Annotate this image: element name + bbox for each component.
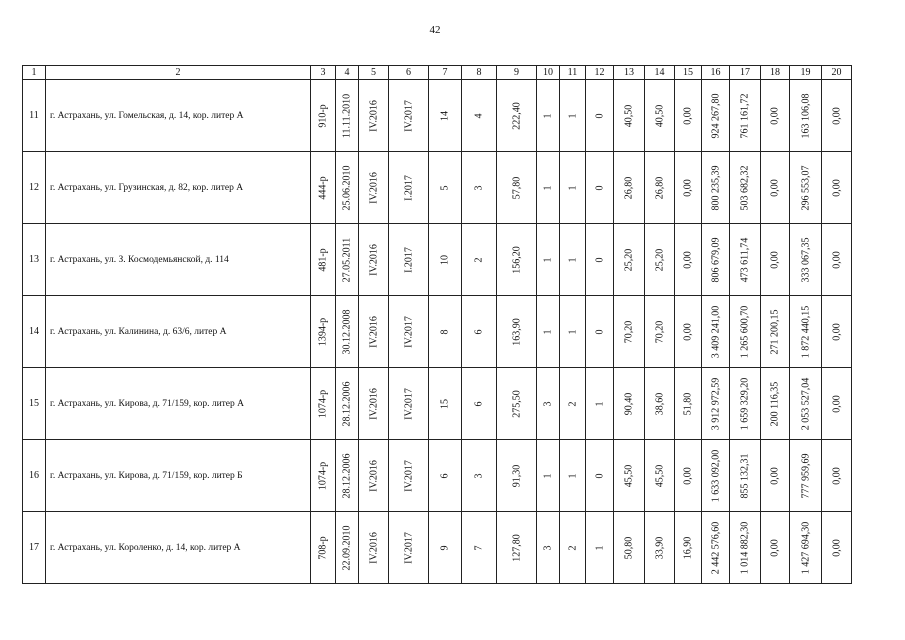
data-table xyxy=(22,65,852,584)
cell-value: 444-р xyxy=(317,175,329,200)
cell-value: 25.06.2010 xyxy=(341,165,353,210)
cell-c14 xyxy=(645,296,675,368)
cell-c4 xyxy=(336,512,359,584)
cell-value: 3 409 241,00 xyxy=(710,305,721,358)
column-header: 7 xyxy=(429,66,462,80)
cell-c5 xyxy=(359,152,389,224)
cell-c14 xyxy=(645,368,675,440)
cell-value: 1 265 600,70 xyxy=(739,305,751,358)
cell-value: 0,00 xyxy=(831,250,842,269)
cell-c9 xyxy=(497,512,537,584)
cell-c14 xyxy=(645,512,675,584)
cell-value: 503 682,32 xyxy=(739,165,751,210)
cell-c10 xyxy=(537,152,560,224)
cell-c4 xyxy=(336,224,359,296)
cell-value: 1 xyxy=(542,329,554,334)
row-number: 12 xyxy=(23,152,46,224)
cell-value: 163,90 xyxy=(511,317,522,346)
cell-c4 xyxy=(336,152,359,224)
cell-c19 xyxy=(790,296,822,368)
row-number: 16 xyxy=(23,440,46,512)
cell-c15 xyxy=(675,296,702,368)
cell-value: 481-р xyxy=(317,247,329,272)
cell-c7 xyxy=(429,440,462,512)
cell-c12 xyxy=(586,512,614,584)
cell-value: 25,20 xyxy=(654,248,665,271)
cell-c5 xyxy=(359,296,389,368)
row-number: 15 xyxy=(23,368,46,440)
cell-value: 1 xyxy=(567,185,578,190)
cell-value: 28.12.2006 xyxy=(341,381,353,426)
cell-value: 1 xyxy=(594,401,605,406)
cell-c9 xyxy=(497,296,537,368)
cell-value: IV.2016 xyxy=(368,459,379,492)
cell-c7 xyxy=(429,80,462,152)
column-header: 2 xyxy=(46,66,311,80)
cell-value: 0,00 xyxy=(682,178,694,197)
cell-value: 1 xyxy=(542,185,554,190)
cell-c15 xyxy=(675,512,702,584)
column-header: 16 xyxy=(702,66,730,80)
cell-c13 xyxy=(614,80,645,152)
cell-value: 1 872 440,15 xyxy=(800,305,811,358)
cell-c15 xyxy=(675,80,702,152)
cell-value: 26,80 xyxy=(654,176,665,199)
cell-value: 0 xyxy=(594,329,605,334)
cell-c6 xyxy=(389,296,429,368)
column-header: 15 xyxy=(675,66,702,80)
cell-value: 0,00 xyxy=(769,178,781,197)
cell-c4 xyxy=(336,296,359,368)
cell-value: IV.2017 xyxy=(403,531,414,564)
cell-value: 5 xyxy=(439,185,451,190)
cell-value: IV.2016 xyxy=(368,99,379,132)
cell-c19 xyxy=(790,152,822,224)
table-row xyxy=(23,80,852,152)
cell-c15 xyxy=(675,368,702,440)
cell-value: 1 659 329,20 xyxy=(739,377,751,430)
cell-value: IV.2016 xyxy=(368,387,379,420)
table-row xyxy=(23,440,852,512)
cell-value: 777 959,69 xyxy=(800,453,811,498)
cell-value: 2 xyxy=(567,401,578,406)
column-header: 12 xyxy=(586,66,614,80)
cell-value: 1 xyxy=(594,545,605,550)
cell-value: 45,50 xyxy=(654,464,665,487)
cell-c6 xyxy=(389,224,429,296)
cell-value: IV.2017 xyxy=(403,459,414,492)
table-header-row xyxy=(23,66,852,80)
cell-value: IV.2016 xyxy=(368,243,379,276)
cell-value: 1 xyxy=(567,113,578,118)
row-number: 13 xyxy=(23,224,46,296)
cell-c9 xyxy=(497,368,537,440)
cell-c20 xyxy=(822,80,852,152)
cell-c16 xyxy=(702,440,730,512)
cell-c20 xyxy=(822,224,852,296)
cell-value: 1074-р xyxy=(317,461,329,490)
address-cell: г. Астрахань, ул. Короленко, д. 14, кор. литер А xyxy=(46,512,311,584)
cell-c10 xyxy=(537,512,560,584)
cell-value: 1 xyxy=(567,329,578,334)
cell-c3 xyxy=(311,368,336,440)
column-header: 6 xyxy=(389,66,429,80)
cell-c19 xyxy=(790,368,822,440)
cell-value: 473 611,74 xyxy=(739,237,751,282)
cell-c8 xyxy=(462,440,497,512)
cell-c11 xyxy=(560,512,586,584)
cell-c19 xyxy=(790,440,822,512)
cell-value: 0,00 xyxy=(831,538,842,557)
cell-value: 33,90 xyxy=(654,536,665,559)
cell-value: 7 xyxy=(473,545,485,550)
cell-value: 156,20 xyxy=(511,245,522,274)
cell-c18 xyxy=(761,512,790,584)
cell-c5 xyxy=(359,512,389,584)
row-number: 14 xyxy=(23,296,46,368)
cell-c18 xyxy=(761,368,790,440)
cell-c12 xyxy=(586,152,614,224)
cell-c5 xyxy=(359,224,389,296)
cell-c16 xyxy=(702,152,730,224)
address-cell: г. Астрахань, ул. Калинина, д. 63/6, литер А xyxy=(46,296,311,368)
cell-value: 22.09.2010 xyxy=(341,525,353,570)
cell-c20 xyxy=(822,440,852,512)
cell-c11 xyxy=(560,224,586,296)
cell-c16 xyxy=(702,80,730,152)
table-row xyxy=(23,296,852,368)
cell-value: IV.2016 xyxy=(368,531,379,564)
cell-c12 xyxy=(586,440,614,512)
cell-c16 xyxy=(702,512,730,584)
column-header: 19 xyxy=(790,66,822,80)
column-header: 17 xyxy=(730,66,761,80)
cell-c7 xyxy=(429,224,462,296)
column-header: 10 xyxy=(537,66,560,80)
column-header: 20 xyxy=(822,66,852,80)
cell-c16 xyxy=(702,296,730,368)
cell-c15 xyxy=(675,224,702,296)
cell-c16 xyxy=(702,368,730,440)
cell-c3 xyxy=(311,296,336,368)
cell-value: 15 xyxy=(439,398,451,409)
cell-value: 2 xyxy=(567,545,578,550)
cell-value: 45,50 xyxy=(623,464,635,487)
cell-value: 70,20 xyxy=(654,320,665,343)
row-number: 11 xyxy=(23,80,46,152)
cell-value: 0 xyxy=(594,473,605,478)
cell-c14 xyxy=(645,440,675,512)
cell-value: 40,50 xyxy=(623,104,635,127)
cell-value: 0,00 xyxy=(769,466,781,485)
cell-value: 1 xyxy=(542,473,554,478)
cell-value: 2 053 527,04 xyxy=(800,377,811,430)
cell-value: 6 xyxy=(473,401,485,406)
cell-c20 xyxy=(822,152,852,224)
cell-value: 50,80 xyxy=(623,536,635,559)
cell-value: 0 xyxy=(594,257,605,262)
cell-c14 xyxy=(645,152,675,224)
column-header: 9 xyxy=(497,66,537,80)
cell-c10 xyxy=(537,296,560,368)
cell-value: 0,00 xyxy=(831,106,842,125)
address-cell: г. Астрахань, ул. Гомельская, д. 14, кор. литер А xyxy=(46,80,311,152)
cell-c18 xyxy=(761,80,790,152)
cell-value: IV.2017 xyxy=(403,387,414,420)
cell-value: 0 xyxy=(594,113,605,118)
cell-c8 xyxy=(462,368,497,440)
cell-value: 3 xyxy=(473,473,485,478)
cell-value: 51,80 xyxy=(682,392,694,415)
cell-c7 xyxy=(429,152,462,224)
cell-value: 10 xyxy=(439,254,451,265)
table-row xyxy=(23,224,852,296)
cell-value: 855 132,31 xyxy=(739,453,751,498)
column-header: 13 xyxy=(614,66,645,80)
cell-c18 xyxy=(761,152,790,224)
cell-value: 1 xyxy=(542,113,554,118)
cell-value: 1074-р xyxy=(317,389,329,418)
cell-value: 1 014 882,30 xyxy=(739,521,751,574)
cell-c3 xyxy=(311,152,336,224)
cell-c19 xyxy=(790,224,822,296)
cell-value: 127,80 xyxy=(511,533,522,562)
cell-c11 xyxy=(560,152,586,224)
cell-value: 0,00 xyxy=(831,178,842,197)
cell-c19 xyxy=(790,512,822,584)
address-cell: г. Астрахань, ул. Кирова, д. 71/159, кор. литер Б xyxy=(46,440,311,512)
cell-value: 0,00 xyxy=(682,322,694,341)
cell-c6 xyxy=(389,152,429,224)
cell-value: 924 267,80 xyxy=(710,93,721,138)
cell-value: 6 xyxy=(473,329,485,334)
cell-c6 xyxy=(389,80,429,152)
cell-value: 11.11.2010 xyxy=(341,93,353,138)
cell-c13 xyxy=(614,440,645,512)
cell-c4 xyxy=(336,368,359,440)
address-cell: г. Астрахань, ул. З. Космодемьянской, д. 114 xyxy=(46,224,311,296)
cell-c3 xyxy=(311,440,336,512)
cell-c12 xyxy=(586,368,614,440)
cell-c9 xyxy=(497,152,537,224)
cell-value: I.2017 xyxy=(403,246,414,273)
cell-value: 0,00 xyxy=(831,322,842,341)
cell-c12 xyxy=(586,80,614,152)
cell-value: 708-р xyxy=(317,535,329,560)
cell-value: I.2017 xyxy=(403,174,414,201)
cell-c14 xyxy=(645,80,675,152)
cell-value: 0,00 xyxy=(769,538,781,557)
cell-value: 38,60 xyxy=(654,392,665,415)
cell-value: 800 235,39 xyxy=(710,165,721,210)
cell-value: 4 xyxy=(473,113,485,118)
cell-c19 xyxy=(790,80,822,152)
cell-value: IV.2017 xyxy=(403,99,414,132)
cell-c13 xyxy=(614,296,645,368)
table-row xyxy=(23,368,852,440)
cell-c16 xyxy=(702,224,730,296)
cell-value: 3 xyxy=(542,545,554,550)
cell-value: 761 161,72 xyxy=(739,93,751,138)
cell-c13 xyxy=(614,512,645,584)
cell-c5 xyxy=(359,80,389,152)
cell-value: 25,20 xyxy=(623,248,635,271)
address-cell: г. Астрахань, ул. Кирова, д. 71/159, кор. литер А xyxy=(46,368,311,440)
cell-value: 1394-р xyxy=(317,317,329,346)
cell-value: 163 106,08 xyxy=(800,93,811,138)
column-header: 4 xyxy=(336,66,359,80)
cell-value: 1 633 092,00 xyxy=(710,449,721,502)
cell-value: 3 912 972,59 xyxy=(710,377,721,430)
cell-value: 6 xyxy=(439,473,451,478)
cell-value: 910-р xyxy=(317,103,329,128)
cell-c4 xyxy=(336,80,359,152)
column-header: 11 xyxy=(560,66,586,80)
cell-c6 xyxy=(389,368,429,440)
cell-value: 0,00 xyxy=(682,250,694,269)
cell-c20 xyxy=(822,296,852,368)
cell-value: IV.2016 xyxy=(368,171,379,204)
column-header: 18 xyxy=(761,66,790,80)
cell-c5 xyxy=(359,368,389,440)
cell-value: 2 xyxy=(473,257,485,262)
cell-value: 26,80 xyxy=(623,176,635,199)
cell-c10 xyxy=(537,440,560,512)
page-number: 42 xyxy=(429,24,441,36)
cell-c17 xyxy=(730,440,761,512)
cell-c8 xyxy=(462,296,497,368)
cell-c10 xyxy=(537,80,560,152)
cell-c18 xyxy=(761,296,790,368)
table-row xyxy=(23,152,852,224)
cell-value: 806 679,09 xyxy=(710,237,721,282)
cell-c11 xyxy=(560,80,586,152)
cell-c20 xyxy=(822,512,852,584)
cell-value: 1 427 694,30 xyxy=(800,521,811,574)
cell-value: 1 xyxy=(567,257,578,262)
cell-c7 xyxy=(429,512,462,584)
cell-value: 9 xyxy=(439,545,451,550)
cell-value: 0,00 xyxy=(831,466,842,485)
cell-value: 1 xyxy=(542,257,554,262)
cell-value: 91,30 xyxy=(511,464,522,487)
cell-value: 222,40 xyxy=(511,101,522,130)
cell-c18 xyxy=(761,224,790,296)
cell-value: 3 xyxy=(542,401,554,406)
cell-value: 14 xyxy=(439,110,451,121)
cell-value: 0,00 xyxy=(769,106,781,125)
cell-c11 xyxy=(560,368,586,440)
cell-value: 16,90 xyxy=(682,536,694,559)
cell-value: 333 067,35 xyxy=(800,237,811,282)
cell-value: 0,00 xyxy=(682,106,694,125)
cell-value: 70,20 xyxy=(623,320,635,343)
cell-c17 xyxy=(730,512,761,584)
cell-value: 90,40 xyxy=(623,392,635,415)
cell-c14 xyxy=(645,224,675,296)
cell-value: 200 116,35 xyxy=(769,381,781,426)
cell-value: 57,80 xyxy=(511,176,522,199)
cell-c7 xyxy=(429,296,462,368)
cell-c3 xyxy=(311,512,336,584)
cell-c3 xyxy=(311,80,336,152)
cell-value: 0 xyxy=(594,185,605,190)
cell-value: 40,50 xyxy=(654,104,665,127)
column-header: 5 xyxy=(359,66,389,80)
cell-value: 3 xyxy=(473,185,485,190)
cell-c13 xyxy=(614,152,645,224)
cell-c15 xyxy=(675,152,702,224)
cell-c17 xyxy=(730,368,761,440)
cell-c5 xyxy=(359,440,389,512)
cell-c17 xyxy=(730,296,761,368)
cell-c6 xyxy=(389,512,429,584)
cell-value: 271 200,15 xyxy=(769,309,781,354)
cell-c11 xyxy=(560,296,586,368)
cell-c8 xyxy=(462,152,497,224)
cell-value: 0,00 xyxy=(769,250,781,269)
cell-value: 0,00 xyxy=(831,394,842,413)
cell-c13 xyxy=(614,224,645,296)
cell-c10 xyxy=(537,224,560,296)
column-header: 8 xyxy=(462,66,497,80)
cell-c8 xyxy=(462,224,497,296)
cell-c13 xyxy=(614,368,645,440)
cell-c8 xyxy=(462,512,497,584)
cell-c15 xyxy=(675,440,702,512)
column-header: 3 xyxy=(311,66,336,80)
cell-c6 xyxy=(389,440,429,512)
cell-value: 0,00 xyxy=(682,466,694,485)
cell-c8 xyxy=(462,80,497,152)
cell-value: 30.12.2008 xyxy=(341,309,353,354)
cell-value: IV.2016 xyxy=(368,315,379,348)
cell-value: 1 xyxy=(567,473,578,478)
cell-c17 xyxy=(730,224,761,296)
cell-value: 27.05.2011 xyxy=(341,237,353,282)
cell-c11 xyxy=(560,440,586,512)
cell-c12 xyxy=(586,224,614,296)
table-row xyxy=(23,512,852,584)
cell-c17 xyxy=(730,152,761,224)
cell-c9 xyxy=(497,80,537,152)
cell-c7 xyxy=(429,368,462,440)
cell-c20 xyxy=(822,368,852,440)
column-header: 1 xyxy=(23,66,46,80)
cell-value: 28.12.2006 xyxy=(341,453,353,498)
cell-c3 xyxy=(311,224,336,296)
cell-value: 275,50 xyxy=(511,389,522,418)
cell-value: 8 xyxy=(439,329,451,334)
column-header: 14 xyxy=(645,66,675,80)
cell-c9 xyxy=(497,440,537,512)
cell-value: IV.2017 xyxy=(403,315,414,348)
cell-c4 xyxy=(336,440,359,512)
cell-c18 xyxy=(761,440,790,512)
cell-c10 xyxy=(537,368,560,440)
cell-c17 xyxy=(730,80,761,152)
cell-c12 xyxy=(586,296,614,368)
cell-value: 296 553,07 xyxy=(800,165,811,210)
address-cell: г. Астрахань, ул. Грузинская, д. 82, кор. литер А xyxy=(46,152,311,224)
cell-value: 2 442 576,60 xyxy=(710,521,721,574)
cell-c9 xyxy=(497,224,537,296)
row-number: 17 xyxy=(23,512,46,584)
